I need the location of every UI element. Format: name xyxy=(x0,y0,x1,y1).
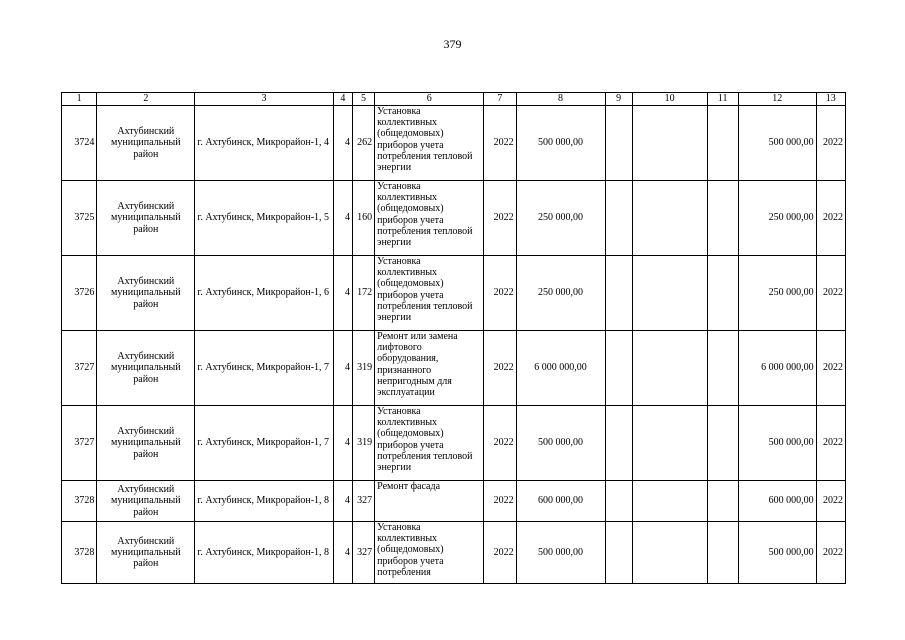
col11-cell xyxy=(707,181,738,256)
floors-cell: 4 xyxy=(333,406,352,481)
col9-cell xyxy=(605,181,632,256)
year-cell: 2022 xyxy=(484,106,516,181)
floors-cell: 4 xyxy=(333,522,352,584)
col11-cell xyxy=(707,256,738,331)
work-type-cell: Установка коллективных (общедомовых) приборов учета потребления тепловой энергии xyxy=(375,106,484,181)
row-number: 3728 xyxy=(62,522,97,584)
address-cell: г. Ахтубинск, Микрорайон-1, 6 xyxy=(195,256,333,331)
municipality-cell: Ахтубинский муниципальный район xyxy=(97,331,195,406)
apartments-cell: 172 xyxy=(352,256,374,331)
column-number-row xyxy=(62,93,846,106)
address-cell: г. Ахтубинск, Микрорайон-1, 8 xyxy=(195,481,333,522)
total-cell: 500 000,00 xyxy=(738,522,816,584)
table-row xyxy=(62,331,846,406)
column-number-5: 5 xyxy=(352,93,374,106)
apartments-cell: 319 xyxy=(352,331,374,406)
year-cell: 2022 xyxy=(484,406,516,481)
amount-cell: 600 000,00 xyxy=(516,481,605,522)
table-row xyxy=(62,481,846,522)
completion-year-cell: 2022 xyxy=(816,181,845,256)
column-number-9: 9 xyxy=(605,93,632,106)
col9-cell xyxy=(605,522,632,584)
column-number-11: 11 xyxy=(707,93,738,106)
completion-year-cell: 2022 xyxy=(816,256,845,331)
apartments-cell: 262 xyxy=(352,106,374,181)
row-number: 3725 xyxy=(62,181,97,256)
total-cell: 500 000,00 xyxy=(738,406,816,481)
col11-cell xyxy=(707,481,738,522)
work-type-cell: Ремонт или замена лифтового оборудования, признанного непригодным для эксплуатации xyxy=(375,331,484,406)
registry-table xyxy=(61,92,846,584)
column-number-1: 1 xyxy=(62,93,97,106)
address-cell: г. Ахтубинск, Микрорайон-1, 4 xyxy=(195,106,333,181)
table-row xyxy=(62,256,846,331)
column-number-2: 2 xyxy=(97,93,195,106)
column-number-13: 13 xyxy=(816,93,845,106)
address-cell: г. Ахтубинск, Микрорайон-1, 8 xyxy=(195,522,333,584)
floors-cell: 4 xyxy=(333,481,352,522)
column-number-10: 10 xyxy=(632,93,707,106)
row-number: 3724 xyxy=(62,106,97,181)
column-number-7: 7 xyxy=(484,93,516,106)
year-cell: 2022 xyxy=(484,181,516,256)
column-number-12: 12 xyxy=(738,93,816,106)
total-cell: 500 000,00 xyxy=(738,106,816,181)
floors-cell: 4 xyxy=(333,331,352,406)
amount-cell: 250 000,00 xyxy=(516,181,605,256)
col10-cell xyxy=(632,331,707,406)
amount-cell: 6 000 000,00 xyxy=(516,331,605,406)
col11-cell xyxy=(707,406,738,481)
year-cell: 2022 xyxy=(484,481,516,522)
col9-cell xyxy=(605,106,632,181)
row-number: 3727 xyxy=(62,331,97,406)
column-number-8: 8 xyxy=(516,93,605,106)
year-cell: 2022 xyxy=(484,256,516,331)
address-cell: г. Ахтубинск, Микрорайон-1, 7 xyxy=(195,406,333,481)
total-cell: 6 000 000,00 xyxy=(738,331,816,406)
year-cell: 2022 xyxy=(484,522,516,584)
apartments-cell: 319 xyxy=(352,406,374,481)
table-row xyxy=(62,181,846,256)
amount-cell: 500 000,00 xyxy=(516,406,605,481)
apartments-cell: 327 xyxy=(352,522,374,584)
col9-cell xyxy=(605,406,632,481)
col10-cell xyxy=(632,406,707,481)
completion-year-cell: 2022 xyxy=(816,522,845,584)
municipality-cell: Ахтубинский муниципальный район xyxy=(97,522,195,584)
row-number: 3727 xyxy=(62,406,97,481)
work-type-cell: Установка коллективных (общедомовых) приборов учета потребления тепловой энергии xyxy=(375,181,484,256)
col9-cell xyxy=(605,481,632,522)
amount-cell: 250 000,00 xyxy=(516,256,605,331)
municipality-cell: Ахтубинский муниципальный район xyxy=(97,181,195,256)
work-type-cell: Установка коллективных (общедомовых) приборов учета потребления тепловой энергии xyxy=(375,406,484,481)
col11-cell xyxy=(707,522,738,584)
work-type-cell: Установка коллективных (общедомовых) приборов учета потребления xyxy=(375,522,484,584)
completion-year-cell: 2022 xyxy=(816,406,845,481)
floors-cell: 4 xyxy=(333,256,352,331)
apartments-cell: 160 xyxy=(352,181,374,256)
col10-cell xyxy=(632,256,707,331)
row-number: 3728 xyxy=(62,481,97,522)
year-cell: 2022 xyxy=(484,331,516,406)
col10-cell xyxy=(632,106,707,181)
col10-cell xyxy=(632,181,707,256)
col11-cell xyxy=(707,106,738,181)
table-row xyxy=(62,522,846,584)
municipality-cell: Ахтубинский муниципальный район xyxy=(97,406,195,481)
table-row xyxy=(62,406,846,481)
col11-cell xyxy=(707,331,738,406)
col10-cell xyxy=(632,522,707,584)
column-number-3: 3 xyxy=(195,93,333,106)
floors-cell: 4 xyxy=(333,181,352,256)
amount-cell: 500 000,00 xyxy=(516,522,605,584)
completion-year-cell: 2022 xyxy=(816,481,845,522)
row-number: 3726 xyxy=(62,256,97,331)
column-number-4: 4 xyxy=(333,93,352,106)
completion-year-cell: 2022 xyxy=(816,106,845,181)
table-body xyxy=(62,93,846,584)
table-row xyxy=(62,106,846,181)
col9-cell xyxy=(605,331,632,406)
col10-cell xyxy=(632,481,707,522)
municipality-cell: Ахтубинский муниципальный район xyxy=(97,106,195,181)
total-cell: 250 000,00 xyxy=(738,256,816,331)
amount-cell: 500 000,00 xyxy=(516,106,605,181)
floors-cell: 4 xyxy=(333,106,352,181)
total-cell: 250 000,00 xyxy=(738,181,816,256)
col9-cell xyxy=(605,256,632,331)
column-number-6: 6 xyxy=(375,93,484,106)
municipality-cell: Ахтубинский муниципальный район xyxy=(97,256,195,331)
total-cell: 600 000,00 xyxy=(738,481,816,522)
apartments-cell: 327 xyxy=(352,481,374,522)
address-cell: г. Ахтубинск, Микрорайон-1, 7 xyxy=(195,331,333,406)
municipality-cell: Ахтубинский муниципальный район xyxy=(97,481,195,522)
address-cell: г. Ахтубинск, Микрорайон-1, 5 xyxy=(195,181,333,256)
work-type-cell: Установка коллективных (общедомовых) приборов учета потребления тепловой энергии xyxy=(375,256,484,331)
work-type-cell: Ремонт фасада xyxy=(375,481,484,522)
completion-year-cell: 2022 xyxy=(816,331,845,406)
page-number: 379 xyxy=(443,37,462,51)
